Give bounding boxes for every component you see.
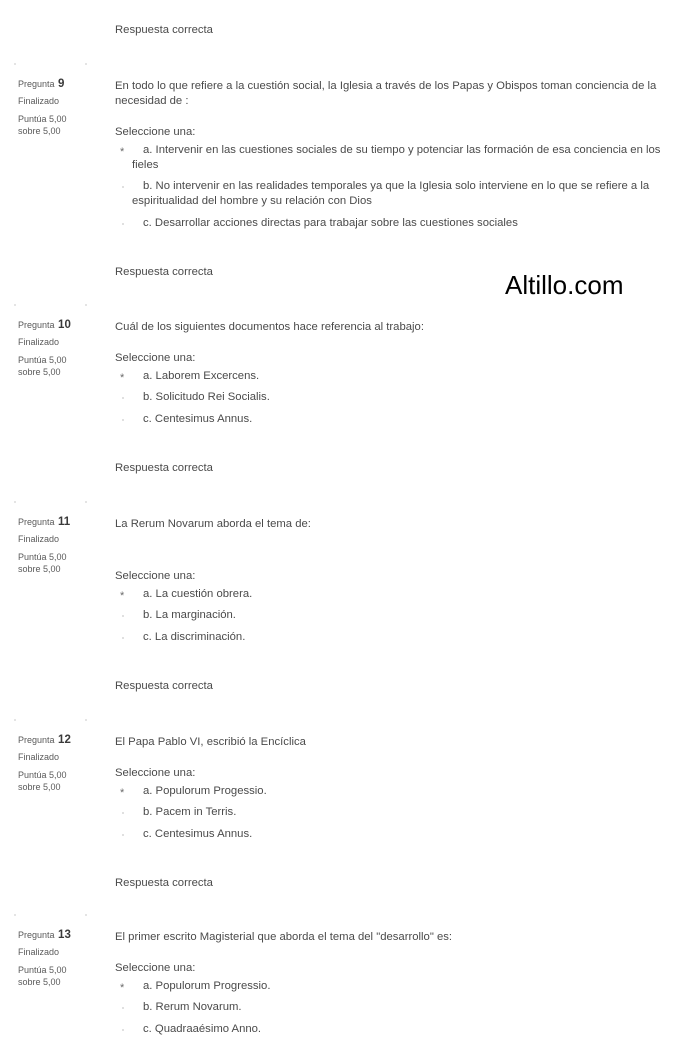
answer-option-c[interactable] bbox=[115, 412, 700, 427]
question-text bbox=[115, 930, 700, 945]
radio-icon[interactable] bbox=[119, 390, 127, 405]
question-number-line bbox=[18, 77, 98, 91]
question-label: Pregunta bbox=[18, 735, 55, 745]
question-info bbox=[18, 77, 98, 137]
answer-option-text: espiritualidad del hombre y su relación con Dios bbox=[132, 195, 372, 207]
divider-dot bbox=[14, 304, 16, 306]
question-text bbox=[115, 79, 700, 109]
question-number: 12 bbox=[58, 734, 71, 746]
answer-option-text: b. La marginación. bbox=[143, 609, 236, 621]
question-text-line: El Papa Pablo VI, escribió la Encíclica bbox=[115, 735, 306, 748]
answer-options bbox=[115, 369, 700, 427]
question-info bbox=[18, 928, 98, 988]
grade-line: sobre 5,00 bbox=[18, 126, 61, 136]
answer-option-text: a. Populorum Progessio. bbox=[143, 784, 267, 797]
answer-option-c[interactable] bbox=[115, 827, 700, 842]
question-info bbox=[18, 733, 98, 793]
question-grade bbox=[18, 354, 98, 378]
question-info bbox=[18, 318, 98, 378]
divider-dot bbox=[14, 914, 16, 916]
answer-option-b[interactable] bbox=[115, 390, 700, 405]
answer-option-text: a. Intervenir en las cuestiones sociales de su tiempo y potenciar las formación de esa conciencia en los bbox=[143, 143, 661, 156]
question-feedback: Respuesta correcta bbox=[115, 462, 213, 474]
question-grade bbox=[18, 964, 98, 988]
grade-line: Puntúa 5,00 bbox=[18, 114, 67, 124]
grade-line: Puntúa 5,00 bbox=[18, 770, 67, 780]
question-text bbox=[115, 735, 700, 750]
divider-dot bbox=[85, 501, 87, 503]
answer-options bbox=[115, 979, 700, 1037]
radio-icon[interactable] bbox=[119, 805, 127, 820]
question-number: 11 bbox=[58, 516, 71, 528]
answer-option-text: c. Quadraaésimo Anno. bbox=[143, 1022, 262, 1035]
answer-option-text: a. La cuestión obrera. bbox=[143, 587, 253, 600]
select-one-prompt: Seleccione una: bbox=[115, 766, 196, 779]
answer-option-text: c. La discriminación. bbox=[143, 630, 246, 643]
radio-icon[interactable] bbox=[119, 979, 127, 994]
select-one-prompt: Seleccione una: bbox=[115, 125, 196, 138]
radio-icon[interactable] bbox=[119, 412, 127, 427]
question-feedback: Respuesta correcta bbox=[115, 266, 213, 278]
grade-line: sobre 5,00 bbox=[18, 564, 61, 574]
question-content bbox=[115, 517, 700, 695]
radio-icon[interactable] bbox=[119, 1022, 127, 1037]
select-one-prompt: Seleccione una: bbox=[115, 569, 196, 582]
answer-option-text: b. Solicitudo Rei Socialis. bbox=[143, 391, 270, 403]
question-label: Pregunta bbox=[18, 320, 55, 330]
question-content bbox=[115, 79, 700, 281]
select-one-prompt: Seleccione una: bbox=[115, 961, 196, 974]
question-number: 13 bbox=[58, 929, 71, 941]
question-text-line: En todo lo que refiere a la cuestión social, la Iglesia a través de los Papas y Obispos toman conciencia de la bbox=[115, 79, 657, 92]
question-feedback: Respuesta correcta bbox=[115, 680, 213, 692]
question-8-feedback: Respuesta correcta bbox=[115, 23, 213, 36]
grade-line: sobre 5,00 bbox=[18, 782, 61, 792]
question-content bbox=[115, 735, 700, 892]
radio-icon[interactable] bbox=[119, 784, 127, 799]
answer-option-b[interactable] bbox=[115, 179, 700, 209]
answer-option-text: b. No intervenir en las realidades temporales ya que la Iglesia solo interviene en lo que se refiere a la bbox=[143, 180, 650, 192]
answer-option-text: c. Desarrollar acciones directas para trabajar sobre las cuestiones sociales bbox=[143, 216, 518, 229]
question-number: 10 bbox=[58, 319, 71, 331]
grade-line: sobre 5,00 bbox=[18, 977, 61, 987]
answer-option-a[interactable] bbox=[115, 587, 700, 602]
grade-line: sobre 5,00 bbox=[18, 367, 61, 377]
question-state: Finalizado bbox=[18, 534, 60, 544]
divider-dot bbox=[85, 719, 87, 721]
answer-option-text: c. Centesimus Annus. bbox=[143, 412, 253, 425]
radio-icon[interactable] bbox=[119, 216, 127, 231]
answer-option-text: c. Centesimus Annus. bbox=[143, 827, 253, 840]
radio-icon[interactable] bbox=[119, 587, 127, 602]
divider-dot bbox=[14, 719, 16, 721]
radio-icon[interactable] bbox=[119, 1000, 127, 1015]
answer-option-text: b. Rerum Novarum. bbox=[143, 1001, 242, 1013]
question-number-line bbox=[18, 733, 98, 747]
question-number-line bbox=[18, 928, 98, 942]
answer-option-text: a. Populorum Progressio. bbox=[143, 979, 271, 992]
answer-option-text: fieles bbox=[132, 158, 159, 171]
question-state: Finalizado bbox=[18, 337, 60, 347]
question-state: Finalizado bbox=[18, 947, 60, 957]
answer-option-c[interactable] bbox=[115, 1022, 700, 1037]
question-text-line: La Rerum Novarum aborda el tema de: bbox=[115, 517, 311, 530]
radio-icon[interactable] bbox=[119, 179, 127, 194]
answer-option-a[interactable] bbox=[115, 784, 700, 799]
question-content bbox=[115, 930, 700, 1037]
radio-icon[interactable] bbox=[119, 369, 127, 384]
question-content bbox=[115, 320, 700, 477]
grade-line: Puntúa 5,00 bbox=[18, 552, 67, 562]
divider-dot bbox=[85, 304, 87, 306]
answer-options bbox=[115, 587, 700, 645]
question-state: Finalizado bbox=[18, 752, 60, 762]
question-text-line: necesidad de : bbox=[115, 94, 189, 107]
question-label: Pregunta bbox=[18, 930, 55, 940]
answer-option-b[interactable] bbox=[115, 1000, 700, 1015]
answer-option-c[interactable] bbox=[115, 216, 700, 231]
question-grade bbox=[18, 769, 98, 793]
question-state: Finalizado bbox=[18, 96, 60, 106]
question-text-line: Cuál de los siguientes documentos hace referencia al trabajo: bbox=[115, 320, 424, 333]
answer-option-a[interactable] bbox=[115, 143, 700, 173]
divider-dot bbox=[85, 914, 87, 916]
question-label: Pregunta bbox=[18, 79, 55, 89]
answer-option-b[interactable] bbox=[115, 805, 700, 820]
question-label: Pregunta bbox=[18, 517, 55, 527]
radio-icon[interactable] bbox=[119, 143, 127, 158]
question-text bbox=[115, 517, 700, 532]
answer-option-a[interactable] bbox=[115, 369, 700, 384]
answer-option-a[interactable] bbox=[115, 979, 700, 994]
question-number: 9 bbox=[58, 78, 65, 90]
question-number-line bbox=[18, 318, 98, 332]
question-feedback: Respuesta correcta bbox=[115, 877, 213, 889]
answer-options bbox=[115, 143, 700, 231]
question-number-line bbox=[18, 515, 98, 529]
question-text-line: El primer escrito Magisterial que aborda el tema del "desarrollo" es: bbox=[115, 930, 453, 943]
answer-options bbox=[115, 784, 700, 842]
grade-line: Puntúa 5,00 bbox=[18, 965, 67, 975]
question-text bbox=[115, 320, 700, 335]
radio-icon[interactable] bbox=[119, 827, 127, 842]
question-info bbox=[18, 515, 98, 575]
question-grade bbox=[18, 551, 98, 575]
answer-option-b[interactable] bbox=[115, 608, 700, 623]
answer-option-text: b. Pacem in Terris. bbox=[143, 806, 237, 818]
altillo-watermark: Altillo.com bbox=[505, 270, 624, 300]
answer-option-text: a. Laborem Excercens. bbox=[143, 369, 260, 382]
grade-line: Puntúa 5,00 bbox=[18, 355, 67, 365]
radio-icon[interactable] bbox=[119, 630, 127, 645]
answer-option-c[interactable] bbox=[115, 630, 700, 645]
divider-dot bbox=[14, 501, 16, 503]
radio-icon[interactable] bbox=[119, 608, 127, 623]
divider-dot bbox=[85, 63, 87, 65]
divider-dot bbox=[14, 63, 16, 65]
question-grade bbox=[18, 113, 98, 137]
select-one-prompt: Seleccione una: bbox=[115, 351, 196, 364]
